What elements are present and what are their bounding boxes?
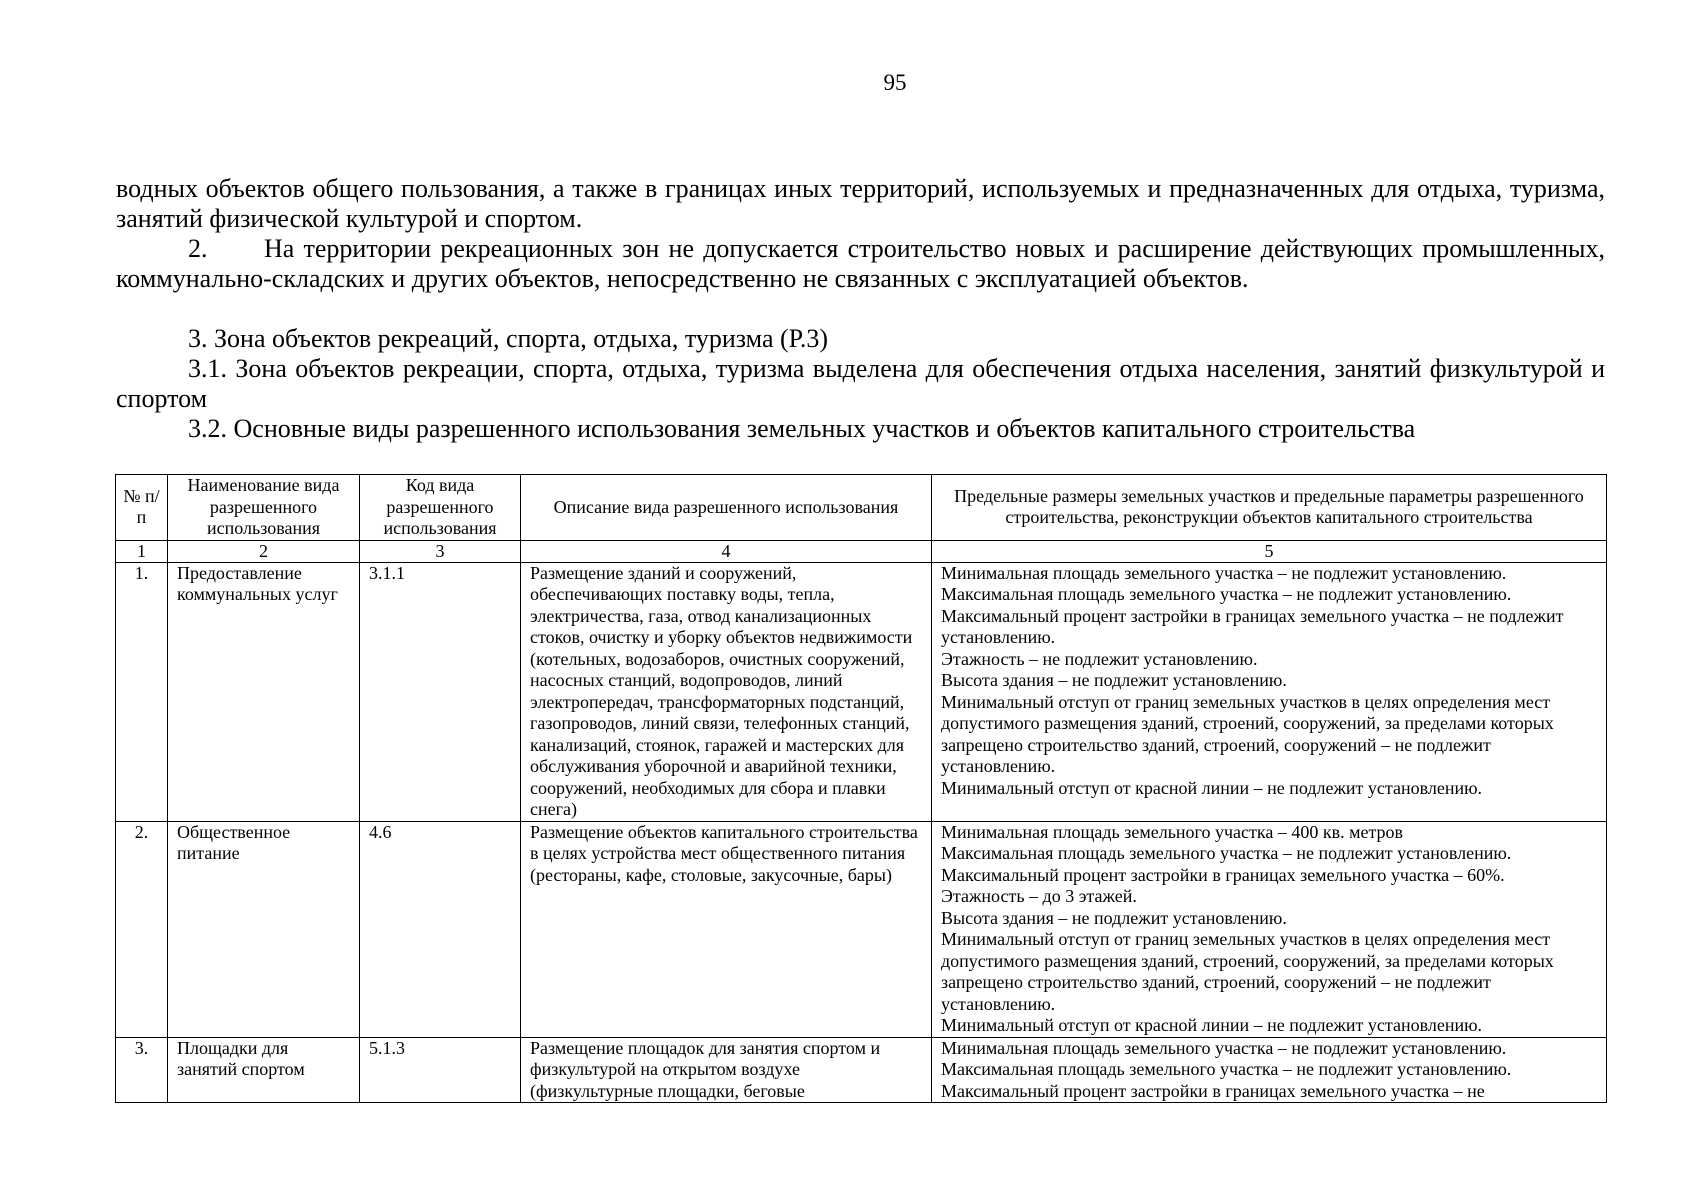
row-use-code: 5.1.3	[360, 1037, 521, 1103]
header-description: Описание вида разрешенного использования	[521, 475, 932, 541]
limit-line: Минимальный отступ от границ земельных участков в целях определения мест допустимого размещения зданий, строений, сооружений, за пределами которых запрещено строительство зданий, строений, сооружений – не подлежит установлению.	[941, 929, 1554, 1014]
row-limits	[932, 821, 1607, 1037]
permitted-use-table	[115, 474, 1607, 1103]
row-use-description: Размещение площадок для занятия спортом и физкультурой на открытом воздухе (физкультурные площадки, беговые	[521, 1037, 932, 1103]
row-use-code: 4.6	[360, 821, 521, 1037]
limit-line: Минимальная площадь земельного участка – не подлежит установлению.	[941, 1037, 1507, 1058]
limit-line: Максимальный процент застройки в границах земельного участка – 60%.	[941, 864, 1505, 885]
table-row	[116, 821, 1607, 1037]
row-limits	[932, 1037, 1607, 1103]
col-number: 4	[521, 540, 932, 562]
paragraph-continuation: водных объектов общего пользования, а также в границах иных территорий, используемых и предназначенных для отдыха, туризма, занятий физической культурой и спортом.	[116, 174, 1605, 233]
section-3-1: 3.1. Зона объектов рекреации, спорта, отдыха, туризма выделена для обеспечения отдыха населения, занятий физкультурой и спортом	[116, 354, 1605, 413]
col-number: 3	[360, 540, 521, 562]
limit-line: Максимальный процент застройки в границах земельного участка – не	[941, 1080, 1485, 1101]
paragraph-2-number: 2.	[188, 234, 208, 263]
limit-line: Минимальная площадь земельного участка – 400 кв. метров	[941, 821, 1404, 842]
col-number: 2	[168, 540, 360, 562]
header-no: № п/п	[116, 475, 168, 541]
limit-line: Этажность – до 3 этажей.	[941, 886, 1137, 906]
limit-line: Максимальная площадь земельного участка – не подлежит установлению.	[941, 584, 1512, 604]
row-number: 2.	[116, 821, 168, 1037]
limit-line: Высота здания – не подлежит установлению.	[941, 670, 1287, 690]
limit-line: Минимальная площадь земельного участка – не подлежит установлению.	[941, 562, 1507, 583]
column-number-row	[116, 540, 1607, 562]
page-number: 95	[883, 70, 907, 95]
row-use-name: Общественное питание	[168, 821, 360, 1037]
intro-text	[116, 174, 1605, 444]
col-number: 1	[116, 540, 168, 562]
header-code: Код вида разрешенного использования	[360, 475, 521, 541]
row-use-code: 3.1.1	[360, 562, 521, 821]
row-use-name: Площадки для занятий спортом	[168, 1037, 360, 1103]
table-row	[116, 1037, 1607, 1103]
row-number: 1.	[116, 562, 168, 821]
row-limits	[932, 562, 1607, 821]
row-use-description: Размещение объектов капитального строительства в целях устройства мест общественного питания (рестораны, кафе, столовые, закусочные, бары)	[521, 821, 932, 1037]
col-number: 5	[932, 540, 1607, 562]
header-name: Наименование вида разрешенного использования	[168, 475, 360, 541]
limit-line: Максимальная площадь земельного участка – не подлежит установлению.	[941, 843, 1512, 863]
row-number: 3.	[116, 1037, 168, 1103]
limit-line: Высота здания – не подлежит установлению.	[941, 907, 1287, 928]
table-row	[116, 562, 1607, 821]
limit-line: Минимальный отступ от красной линии – не подлежит установлению.	[941, 777, 1483, 798]
limit-line: Минимальный отступ от красной линии – не подлежит установлению.	[941, 1015, 1483, 1035]
paragraph-2	[116, 234, 1605, 294]
section-3-2: 3.2. Основные виды разрешенного использования земельных участков и объектов капитального строительства	[188, 414, 1416, 443]
header-limits: Предельные размеры земельных участков и предельные параметры разрешенного строительства, реконструкции объектов капитального строительства	[932, 475, 1607, 541]
section-heading: 3. Зона объектов рекреаций, спорта, отдыха, туризма (Р.3)	[188, 324, 829, 353]
limit-line: Этажность – не подлежит установлению.	[941, 648, 1258, 669]
row-use-name: Предоставление коммунальных услуг	[168, 562, 360, 821]
paragraph-2-text: На территории рекреационных зон не допускается строительство новых и расширение действующих промышленных, коммунально-складских и других объектов, непосредственно не связанных с эксплуатацией объектов.	[116, 234, 1605, 293]
limit-line: Минимальный отступ от границ земельных участков в целях определения мест допустимого размещения зданий, строений, сооружений, за пределами которых запрещено строительство зданий, строений, сооружений – не подлежит установлению.	[941, 691, 1554, 776]
limit-line: Максимальный процент застройки в границах земельного участка – не подлежит установлению.	[941, 605, 1564, 647]
limit-line: Максимальная площадь земельного участка – не подлежит установлению.	[941, 1059, 1512, 1079]
table-header-row	[116, 475, 1607, 541]
row-use-description: Размещение зданий и сооружений, обеспечивающих поставку воды, тепла, электричества, газа, отвод канализационных стоков, очистку и уборку объектов недвижимости (котельных, водозаборов, очистных сооружений, насосных станций, водопроводов, линий электропередач, трансформаторных подстанций, газопроводов, линий связи, телефонных станций, канализаций, стоянок, гаражей и мастерских для обслуживания уборочной и аварийной техники, сооружений, необходимых для сбора и плавки снега)	[521, 562, 932, 821]
